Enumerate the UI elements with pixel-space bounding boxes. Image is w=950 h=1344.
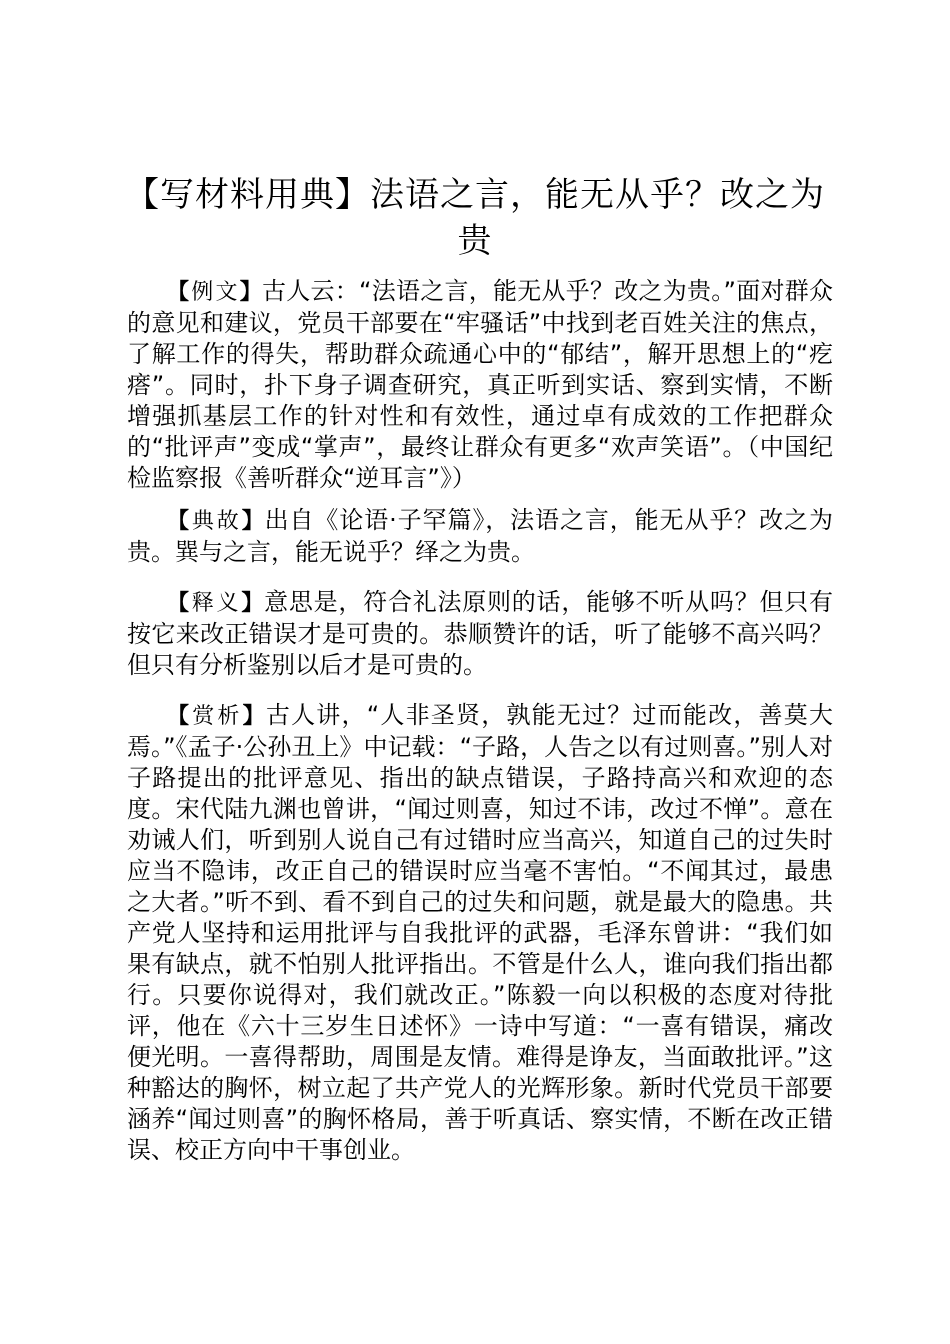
section-tag-analysis: 【赏析】: [167, 704, 266, 729]
section-tag-label: 赏析: [192, 704, 243, 729]
section-tag-allusion: 【典故】: [167, 509, 265, 534]
section-analysis: [127, 700, 833, 1166]
section-example: [127, 276, 833, 494]
section-tag-meaning: 【释义】: [167, 591, 265, 616]
section-text: 意思是，符合礼法原则的话，能够不听从吗？但只有按它来改正错误才是可贵的。恭顺赞许的话，听了能够不高兴吗？但只有分析鉴别以后才是可贵的。: [127, 588, 833, 679]
section-tag-example: 【例文】: [167, 280, 263, 305]
section-tag-label: 典故: [191, 509, 242, 534]
section-allusion: [127, 505, 833, 568]
section-tag-label: 例文: [191, 280, 240, 305]
section-tag-label: 释义: [191, 591, 242, 616]
section-text: 出自《论语·子罕篇》，法语之言，能无从乎？改之为贵。巽与之言，能无说乎？绎之为贵。: [127, 506, 833, 566]
section-text: 古人讲，“人非圣贤，孰能无过？过而能改，善莫大焉。”《孟子·公孙丑上》中记载：“子路，人告之以有过则喜。”别人对子路提出的批评意见、指出的缺点错误，子路持高兴和欢迎的态度。宋代陆九渊也曾讲，“闻过则喜，知过不讳，改过不惮”。意在劝诫人们，听到别人说自己有过错时应当高兴，知道自己的过失时应当不隐讳，改正自己的错误时应当毫不害怕。“不闻其过，最患之大者。”听不到、看不到自己的过失和问题，就是最大的隐患。共产党人坚持和运用批评与自我批评的武器，毛泽东曾讲：“我们如果有缺点，就不怕别人批评指出。不管是什么人，谁向我们指出都行。只要你说得对，我们就改正。”陈毅一向以积极的态度对待批评，他在《六十三岁生日述怀》一诗中写道：“一喜有错误，痛改便光明。一喜得帮助，周围是友情。难得是诤友，当面敢批评。”这种豁达的胸怀，树立起了共产党人的光辉形象。新时代党员干部要涵养“闻过则喜”的胸怀格局，善于听真话、察实情，不断在改正错误、校正方向中干事创业。: [127, 701, 833, 1164]
section-text: 古人云：“法语之言，能无从乎？改之为贵。”面对群众的意见和建议，党员干部要在“牢骚话”中找到老百姓关注的焦点，了解工作的得失，帮助群众疏通心中的“郁结”，解开思想上的“疙瘩”。同时，扑下身子调查研究，真正听到实话、察到实情，不断增强抓基层工作的针对性和有效性，通过卓有成效的工作把群众的“批评声”变成“掌声”，最终让群众有更多“欢声笑语”。（中国纪检监察报《善听群众“逆耳言”》）: [127, 277, 833, 492]
section-meaning: [127, 587, 833, 681]
page-title: 【写材料用典】法语之言，能无从乎？改之为贵: [125, 175, 825, 261]
